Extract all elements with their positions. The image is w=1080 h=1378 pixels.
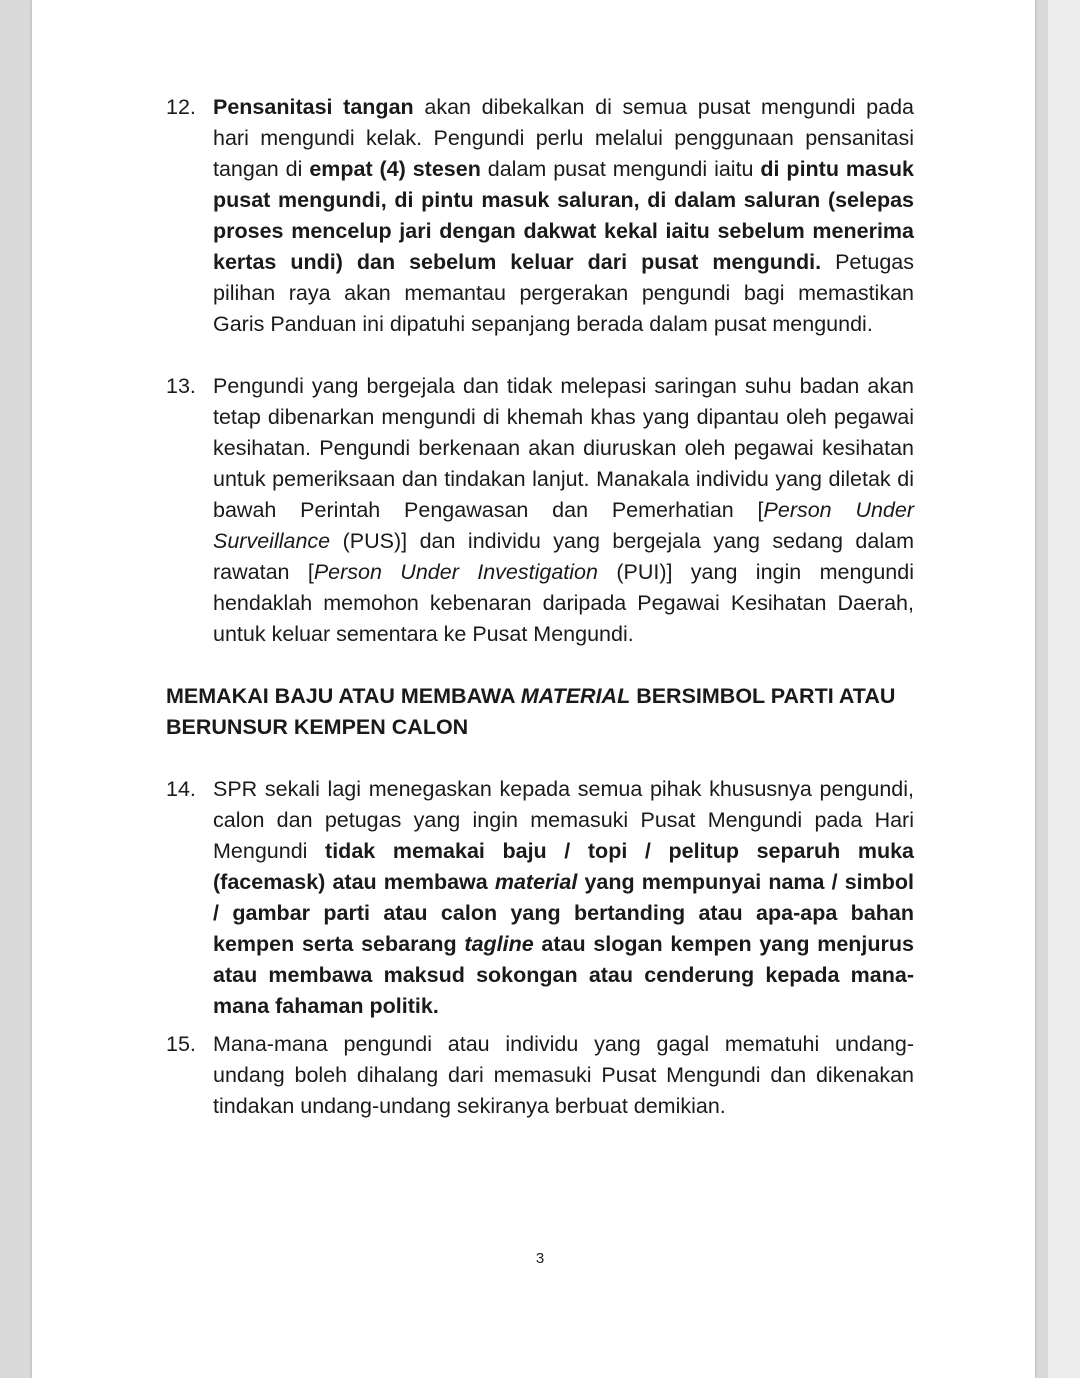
page-number: 3 [535, 1250, 545, 1267]
text-run: dalam pusat mengundi iaitu [480, 157, 761, 181]
bold-italic-text: material [494, 870, 578, 894]
viewer-right-edge [1048, 0, 1080, 1378]
bold-text: Pensanitasi tangan [213, 95, 414, 119]
paragraph-12 [166, 92, 914, 340]
paragraph-text [213, 371, 914, 650]
italic-text: Person Under Investigation [313, 560, 598, 584]
text-run: SPR sekali lagi menegaskan kepada semua pihak khususnya pengundi, calon dan petugas yang ingin memasuki Pusat Mengundi pada Hari Mengundi [213, 777, 914, 863]
text-run: Petugas pilihan raya akan memantau pergerakan pengundi bagi memastikan Garis Panduan ini dipatuhi sepanjang berada dalam pusat mengundi. [213, 250, 914, 336]
paragraph-text [213, 92, 914, 340]
text-run: akan dibekalkan di semua pusat mengundi pada hari mengundi kelak. Pengundi perlu melalui penggunaan pensanitasi tangan di [213, 95, 915, 181]
paragraph-text [213, 774, 914, 1022]
bold-text: empat (4) stesen [309, 157, 481, 181]
heading-text: BERSIMBOL PARTI ATAU BERUNSUR KEMPEN CALON [166, 684, 896, 739]
paragraph-13 [166, 371, 914, 650]
paragraph-number: 14. [166, 777, 196, 801]
italic-text: Person Under Surveillance [213, 498, 914, 553]
bold-text: di pintu masuk pusat mengundi, di pintu masuk saluran, di dalam saluran (selepas proses mencelup jari dengan dakwat kekal iaitu sebelum menerima kertas undi) dan sebelum keluar dari pusat mengundi. [213, 157, 914, 274]
text-run: (PUI)] yang ingin mengundi hendaklah memohon kebenaran daripada Pegawai Kesihatan Daerah, untuk keluar sementara ke Pusat Mengundi. [213, 560, 915, 646]
bold-text: atau slogan kempen yang menjurus atau membawa maksud sokongan atau cenderung kepada mana-mana fahaman politik. [213, 932, 914, 1018]
text-run: (PUS)] dan individu yang bergejala yang sedang dalam rawatan [ [213, 529, 914, 584]
text-run: Pengundi yang bergejala dan tidak melepasi saringan suhu badan akan tetap dibenarkan mengundi di khemah khas yang dipantau oleh pegawai kesihatan. Pengundi berkenaan akan diuruskan oleh pegawai kesihatan untuk pemeriksaan dan tindakan lanjut. Manakala individu yang diletak di bawah Perintah Pengawasan dan Pemerhatian [ [213, 374, 914, 522]
bold-text: yang mempunyai nama / simbol / gambar parti atau calon yang bertanding atau apa-apa bahan kempen serta sebarang [213, 870, 914, 956]
heading-italic-text: MATERIAL [520, 684, 631, 708]
paragraph-number: 15. [166, 1032, 196, 1056]
bold-text: tidak memakai baju / topi / pelitup separuh muka (facemask) atau membawa [213, 839, 914, 894]
paragraph-15 [166, 1029, 914, 1122]
document-content [166, 92, 914, 1122]
paragraph-text: Mana-mana pengundi atau individu yang gagal mematuhi undang-undang boleh dihalang dari memasuki Pusat Mengundi dan dikenakan tindakan undang-undang sekiranya berbuat demikian. [213, 1032, 914, 1118]
bold-italic-text: tagline [464, 932, 534, 956]
paragraph-14 [166, 774, 914, 1022]
paragraph-number: 12. [166, 95, 196, 119]
heading-text: MEMAKAI BAJU ATAU MEMBAWA [166, 684, 521, 708]
section-heading [166, 681, 914, 743]
paragraph-number: 13. [166, 374, 196, 398]
